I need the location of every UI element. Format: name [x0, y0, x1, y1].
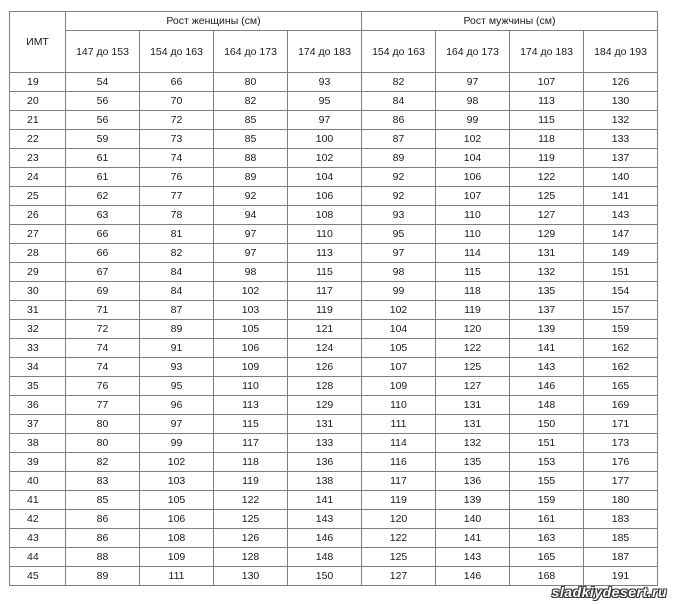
- weight-cell: 76: [66, 377, 140, 396]
- weight-cell: 80: [214, 73, 288, 92]
- weight-cell: 82: [66, 453, 140, 472]
- table-row: [10, 168, 658, 187]
- table-row: [10, 130, 658, 149]
- weight-cell: 97: [214, 225, 288, 244]
- bmi-value-cell: 30: [10, 282, 66, 301]
- men-range-header: 164 до 173: [436, 31, 510, 73]
- weight-cell: 139: [436, 491, 510, 510]
- table-row: [10, 73, 658, 92]
- weight-cell: 102: [288, 149, 362, 168]
- weight-cell: 109: [214, 358, 288, 377]
- weight-cell: 141: [584, 187, 658, 206]
- weight-cell: 165: [510, 548, 584, 567]
- weight-cell: 104: [288, 168, 362, 187]
- weight-cell: 98: [436, 92, 510, 111]
- weight-cell: 113: [214, 396, 288, 415]
- weight-cell: 122: [214, 491, 288, 510]
- weight-cell: 94: [214, 206, 288, 225]
- weight-cell: 88: [214, 149, 288, 168]
- weight-cell: 63: [66, 206, 140, 225]
- weight-cell: 92: [214, 187, 288, 206]
- weight-cell: 143: [510, 358, 584, 377]
- weight-cell: 61: [66, 149, 140, 168]
- weight-cell: 93: [288, 73, 362, 92]
- weight-cell: 118: [436, 282, 510, 301]
- weight-cell: 150: [288, 567, 362, 586]
- weight-cell: 85: [66, 491, 140, 510]
- weight-cell: 71: [66, 301, 140, 320]
- weight-cell: 143: [288, 510, 362, 529]
- table-row: [10, 111, 658, 130]
- weight-cell: 131: [510, 244, 584, 263]
- weight-cell: 133: [288, 434, 362, 453]
- weight-cell: 103: [214, 301, 288, 320]
- weight-cell: 137: [584, 149, 658, 168]
- weight-cell: 135: [510, 282, 584, 301]
- weight-cell: 107: [362, 358, 436, 377]
- weight-cell: 136: [288, 453, 362, 472]
- weight-cell: 62: [66, 187, 140, 206]
- weight-cell: 92: [362, 187, 436, 206]
- weight-cell: 81: [140, 225, 214, 244]
- table-row: [10, 491, 658, 510]
- table-row: [10, 396, 658, 415]
- weight-cell: 128: [214, 548, 288, 567]
- bmi-value-cell: 44: [10, 548, 66, 567]
- bmi-value-cell: 34: [10, 358, 66, 377]
- weight-cell: 89: [66, 567, 140, 586]
- table-row: [10, 510, 658, 529]
- weight-cell: 132: [510, 263, 584, 282]
- weight-cell: 119: [362, 491, 436, 510]
- weight-cell: 95: [140, 377, 214, 396]
- weight-cell: 132: [436, 434, 510, 453]
- weight-cell: 97: [140, 415, 214, 434]
- weight-cell: 125: [214, 510, 288, 529]
- weight-cell: 177: [584, 472, 658, 491]
- weight-cell: 110: [362, 396, 436, 415]
- weight-cell: 110: [436, 225, 510, 244]
- women-height-header: Рост женщины (см): [66, 12, 362, 31]
- men-range-header: 174 до 183: [510, 31, 584, 73]
- bmi-weight-table: [9, 11, 658, 586]
- weight-cell: 159: [584, 320, 658, 339]
- weight-cell: 176: [584, 453, 658, 472]
- weight-cell: 129: [288, 396, 362, 415]
- weight-cell: 66: [66, 244, 140, 263]
- weight-cell: 102: [436, 130, 510, 149]
- weight-cell: 91: [140, 339, 214, 358]
- weight-cell: 125: [362, 548, 436, 567]
- table-row: [10, 187, 658, 206]
- weight-cell: 104: [436, 149, 510, 168]
- weight-cell: 122: [510, 168, 584, 187]
- bmi-value-cell: 32: [10, 320, 66, 339]
- weight-cell: 97: [436, 73, 510, 92]
- bmi-value-cell: 41: [10, 491, 66, 510]
- weight-cell: 74: [66, 358, 140, 377]
- bmi-value-cell: 25: [10, 187, 66, 206]
- weight-cell: 157: [584, 301, 658, 320]
- table-row: [10, 92, 658, 111]
- weight-cell: 82: [214, 92, 288, 111]
- weight-cell: 141: [510, 339, 584, 358]
- weight-cell: 117: [288, 282, 362, 301]
- weight-cell: 162: [584, 358, 658, 377]
- bmi-value-cell: 21: [10, 111, 66, 130]
- weight-cell: 117: [214, 434, 288, 453]
- weight-cell: 130: [214, 567, 288, 586]
- weight-cell: 109: [140, 548, 214, 567]
- weight-cell: 78: [140, 206, 214, 225]
- weight-cell: 99: [362, 282, 436, 301]
- weight-cell: 77: [66, 396, 140, 415]
- weight-cell: 187: [584, 548, 658, 567]
- weight-cell: 72: [66, 320, 140, 339]
- weight-cell: 56: [66, 92, 140, 111]
- weight-cell: 56: [66, 111, 140, 130]
- weight-cell: 98: [362, 263, 436, 282]
- weight-cell: 173: [584, 434, 658, 453]
- weight-cell: 130: [584, 92, 658, 111]
- weight-cell: 107: [510, 73, 584, 92]
- weight-cell: 104: [362, 320, 436, 339]
- weight-cell: 146: [436, 567, 510, 586]
- weight-cell: 118: [510, 130, 584, 149]
- table-row: [10, 358, 658, 377]
- weight-cell: 171: [584, 415, 658, 434]
- weight-cell: 82: [140, 244, 214, 263]
- weight-cell: 105: [214, 320, 288, 339]
- weight-cell: 131: [436, 396, 510, 415]
- weight-cell: 115: [288, 263, 362, 282]
- weight-cell: 76: [140, 168, 214, 187]
- weight-cell: 86: [66, 510, 140, 529]
- table-body: [10, 73, 658, 586]
- weight-cell: 86: [362, 111, 436, 130]
- weight-cell: 127: [510, 206, 584, 225]
- weight-cell: 108: [288, 206, 362, 225]
- weight-cell: 111: [362, 415, 436, 434]
- weight-cell: 148: [510, 396, 584, 415]
- weight-cell: 85: [214, 130, 288, 149]
- weight-cell: 97: [214, 244, 288, 263]
- weight-cell: 85: [214, 111, 288, 130]
- weight-cell: 74: [140, 149, 214, 168]
- weight-cell: 131: [436, 415, 510, 434]
- weight-cell: 115: [510, 111, 584, 130]
- weight-cell: 87: [362, 130, 436, 149]
- table-row: [10, 548, 658, 567]
- weight-cell: 97: [362, 244, 436, 263]
- weight-cell: 108: [140, 529, 214, 548]
- weight-cell: 146: [510, 377, 584, 396]
- bmi-value-cell: 23: [10, 149, 66, 168]
- weight-cell: 126: [288, 358, 362, 377]
- weight-cell: 114: [436, 244, 510, 263]
- weight-cell: 61: [66, 168, 140, 187]
- bmi-value-cell: 28: [10, 244, 66, 263]
- women-range-header: 147 до 153: [66, 31, 140, 73]
- weight-cell: 143: [584, 206, 658, 225]
- bmi-value-cell: 26: [10, 206, 66, 225]
- men-range-header: 154 до 163: [362, 31, 436, 73]
- weight-cell: 95: [362, 225, 436, 244]
- weight-cell: 66: [140, 73, 214, 92]
- table-row: [10, 339, 658, 358]
- weight-cell: 128: [288, 377, 362, 396]
- weight-cell: 110: [436, 206, 510, 225]
- weight-cell: 185: [584, 529, 658, 548]
- weight-cell: 122: [436, 339, 510, 358]
- weight-cell: 113: [288, 244, 362, 263]
- weight-cell: 84: [362, 92, 436, 111]
- weight-cell: 151: [584, 263, 658, 282]
- weight-cell: 110: [288, 225, 362, 244]
- weight-cell: 136: [436, 472, 510, 491]
- weight-cell: 113: [510, 92, 584, 111]
- weight-cell: 120: [436, 320, 510, 339]
- bmi-value-cell: 40: [10, 472, 66, 491]
- table-row: [10, 206, 658, 225]
- weight-cell: 125: [510, 187, 584, 206]
- table-row: [10, 415, 658, 434]
- weight-cell: 139: [510, 320, 584, 339]
- bmi-value-cell: 33: [10, 339, 66, 358]
- weight-cell: 126: [584, 73, 658, 92]
- weight-cell: 180: [584, 491, 658, 510]
- bmi-value-cell: 39: [10, 453, 66, 472]
- weight-cell: 54: [66, 73, 140, 92]
- watermark: sladkiydesert.ru: [551, 584, 667, 600]
- weight-cell: 127: [436, 377, 510, 396]
- weight-cell: 137: [510, 301, 584, 320]
- table-row: [10, 244, 658, 263]
- weight-cell: 83: [66, 472, 140, 491]
- bmi-value-cell: 43: [10, 529, 66, 548]
- weight-cell: 115: [436, 263, 510, 282]
- weight-cell: 105: [140, 491, 214, 510]
- bmi-value-cell: 31: [10, 301, 66, 320]
- bmi-value-cell: 35: [10, 377, 66, 396]
- bmi-value-cell: 22: [10, 130, 66, 149]
- weight-cell: 99: [140, 434, 214, 453]
- weight-cell: 110: [214, 377, 288, 396]
- weight-cell: 125: [436, 358, 510, 377]
- men-range-header: 184 до 193: [584, 31, 658, 73]
- bmi-value-cell: 36: [10, 396, 66, 415]
- weight-cell: 124: [288, 339, 362, 358]
- table-row: [10, 225, 658, 244]
- weight-cell: 100: [288, 130, 362, 149]
- weight-cell: 146: [288, 529, 362, 548]
- table-row: [10, 301, 658, 320]
- women-range-header: 174 до 183: [288, 31, 362, 73]
- weight-cell: 114: [362, 434, 436, 453]
- weight-cell: 119: [510, 149, 584, 168]
- bmi-column-header: ИМТ: [10, 12, 66, 73]
- weight-cell: 126: [214, 529, 288, 548]
- table-row: [10, 567, 658, 586]
- weight-cell: 141: [288, 491, 362, 510]
- bmi-value-cell: 38: [10, 434, 66, 453]
- weight-cell: 159: [510, 491, 584, 510]
- table-row: [10, 263, 658, 282]
- weight-cell: 131: [288, 415, 362, 434]
- weight-cell: 82: [362, 73, 436, 92]
- weight-cell: 59: [66, 130, 140, 149]
- table-row: [10, 377, 658, 396]
- weight-cell: 169: [584, 396, 658, 415]
- weight-cell: 141: [436, 529, 510, 548]
- weight-cell: 67: [66, 263, 140, 282]
- weight-cell: 153: [510, 453, 584, 472]
- weight-cell: 150: [510, 415, 584, 434]
- weight-cell: 121: [288, 320, 362, 339]
- weight-cell: 191: [584, 567, 658, 586]
- weight-cell: 119: [214, 472, 288, 491]
- weight-cell: 143: [436, 548, 510, 567]
- weight-cell: 119: [436, 301, 510, 320]
- weight-cell: 80: [66, 415, 140, 434]
- weight-cell: 149: [584, 244, 658, 263]
- bmi-value-cell: 45: [10, 567, 66, 586]
- bmi-value-cell: 42: [10, 510, 66, 529]
- weight-cell: 102: [362, 301, 436, 320]
- table-row: [10, 149, 658, 168]
- weight-cell: 109: [362, 377, 436, 396]
- weight-cell: 132: [584, 111, 658, 130]
- weight-cell: 89: [362, 149, 436, 168]
- weight-cell: 117: [362, 472, 436, 491]
- weight-cell: 77: [140, 187, 214, 206]
- weight-cell: 165: [584, 377, 658, 396]
- weight-cell: 70: [140, 92, 214, 111]
- weight-cell: 127: [362, 567, 436, 586]
- weight-cell: 84: [140, 282, 214, 301]
- weight-cell: 168: [510, 567, 584, 586]
- weight-cell: 151: [510, 434, 584, 453]
- bmi-value-cell: 20: [10, 92, 66, 111]
- women-range-header: 154 до 163: [140, 31, 214, 73]
- weight-cell: 138: [288, 472, 362, 491]
- weight-cell: 95: [288, 92, 362, 111]
- men-height-header: Рост мужчины (см): [362, 12, 658, 31]
- weight-cell: 97: [288, 111, 362, 130]
- weight-cell: 87: [140, 301, 214, 320]
- weight-cell: 69: [66, 282, 140, 301]
- bmi-value-cell: 19: [10, 73, 66, 92]
- weight-cell: 105: [362, 339, 436, 358]
- table-row: [10, 434, 658, 453]
- table-row: [10, 282, 658, 301]
- bmi-value-cell: 27: [10, 225, 66, 244]
- weight-cell: 163: [510, 529, 584, 548]
- weight-cell: 120: [362, 510, 436, 529]
- weight-cell: 140: [584, 168, 658, 187]
- table-row: [10, 320, 658, 339]
- weight-cell: 102: [140, 453, 214, 472]
- weight-cell: 93: [362, 206, 436, 225]
- bmi-value-cell: 24: [10, 168, 66, 187]
- weight-cell: 106: [288, 187, 362, 206]
- weight-cell: 147: [584, 225, 658, 244]
- weight-cell: 122: [362, 529, 436, 548]
- weight-cell: 106: [140, 510, 214, 529]
- weight-cell: 107: [436, 187, 510, 206]
- weight-cell: 119: [288, 301, 362, 320]
- weight-cell: 89: [214, 168, 288, 187]
- weight-cell: 118: [214, 453, 288, 472]
- weight-cell: 154: [584, 282, 658, 301]
- weight-cell: 92: [362, 168, 436, 187]
- bmi-value-cell: 37: [10, 415, 66, 434]
- table-row: [10, 472, 658, 491]
- table-row: [10, 529, 658, 548]
- weight-cell: 66: [66, 225, 140, 244]
- table-row: [10, 453, 658, 472]
- weight-cell: 140: [436, 510, 510, 529]
- weight-cell: 93: [140, 358, 214, 377]
- weight-cell: 98: [214, 263, 288, 282]
- weight-cell: 99: [436, 111, 510, 130]
- weight-cell: 88: [66, 548, 140, 567]
- weight-cell: 80: [66, 434, 140, 453]
- weight-cell: 84: [140, 263, 214, 282]
- weight-cell: 161: [510, 510, 584, 529]
- weight-cell: 129: [510, 225, 584, 244]
- weight-cell: 116: [362, 453, 436, 472]
- women-range-header: 164 до 173: [214, 31, 288, 73]
- weight-cell: 106: [436, 168, 510, 187]
- weight-cell: 162: [584, 339, 658, 358]
- weight-cell: 86: [66, 529, 140, 548]
- weight-cell: 135: [436, 453, 510, 472]
- weight-cell: 148: [288, 548, 362, 567]
- weight-cell: 111: [140, 567, 214, 586]
- weight-cell: 96: [140, 396, 214, 415]
- weight-cell: 155: [510, 472, 584, 491]
- weight-cell: 73: [140, 130, 214, 149]
- weight-cell: 183: [584, 510, 658, 529]
- weight-cell: 103: [140, 472, 214, 491]
- weight-cell: 106: [214, 339, 288, 358]
- weight-cell: 102: [214, 282, 288, 301]
- weight-cell: 72: [140, 111, 214, 130]
- weight-cell: 74: [66, 339, 140, 358]
- weight-cell: 133: [584, 130, 658, 149]
- bmi-value-cell: 29: [10, 263, 66, 282]
- weight-cell: 115: [214, 415, 288, 434]
- weight-cell: 89: [140, 320, 214, 339]
